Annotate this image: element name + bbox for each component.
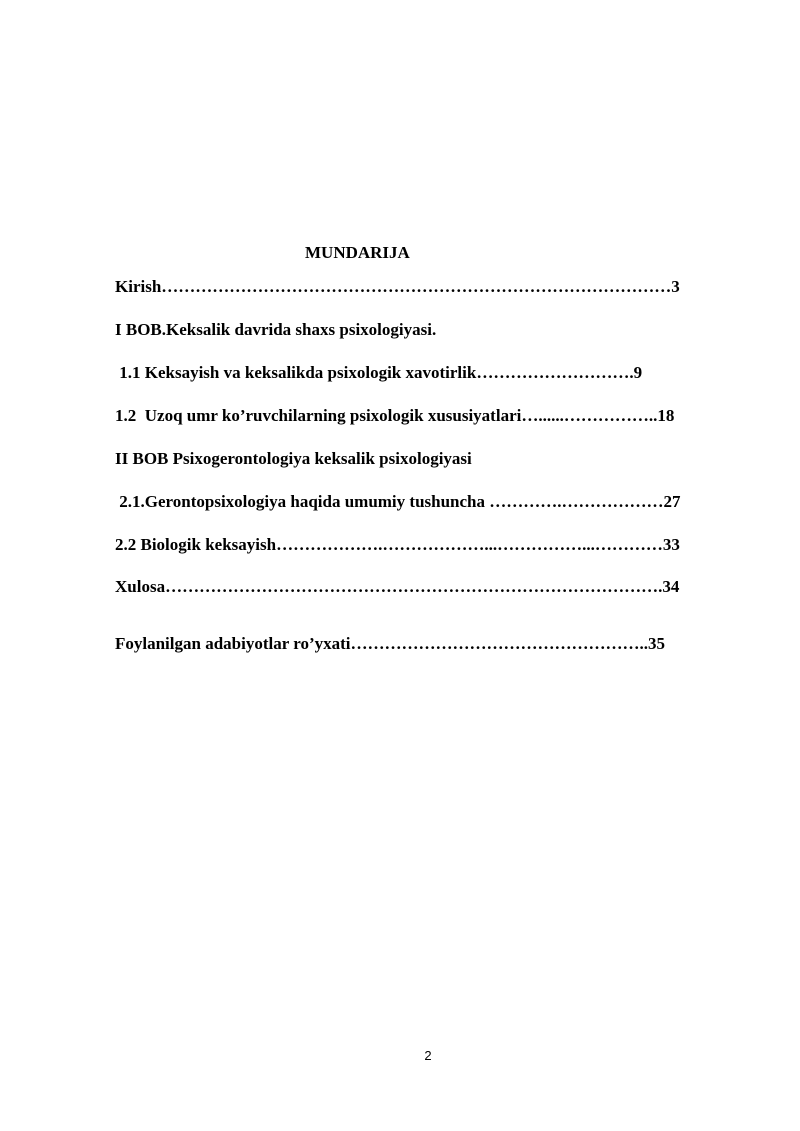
toc-entry-1-2: 1.2 Uzoq umr ko’ruvchilarning psixologik xususiyatlari…......……………..18 <box>115 406 675 425</box>
toc-entry-kirish: Kirish………………………………………………………………………………3 <box>115 277 680 296</box>
toc-entry-1-1: 1.1 Keksayish va keksalikda psixologik xavotirlik……………………….9 <box>115 363 643 382</box>
toc-entry-2-2: 2.2 Biologik keksayish……………….………………...……………...…………33 <box>115 535 680 554</box>
page-number: 2 <box>424 1048 432 1063</box>
toc-entry-2-1: 2.1.Gerontopsixologiya haqida umumiy tushuncha ………….………………27 <box>115 492 681 511</box>
toc-entry-xulosa: Xulosa…………………………………………………………………………….34 <box>115 577 680 596</box>
toc-entry-chapter-1: I BOB.Keksalik davrida shaxs psixologiyasi. <box>115 320 437 339</box>
toc-entry-bibliography: Foylanilgan adabiyotlar ro’yxati……………………………………………..35 <box>115 634 666 653</box>
toc-title: MUNDARIJA <box>305 243 410 262</box>
toc-entry-chapter-2: II BOB Psixogerontologiya keksalik psixologiyasi <box>115 449 472 468</box>
